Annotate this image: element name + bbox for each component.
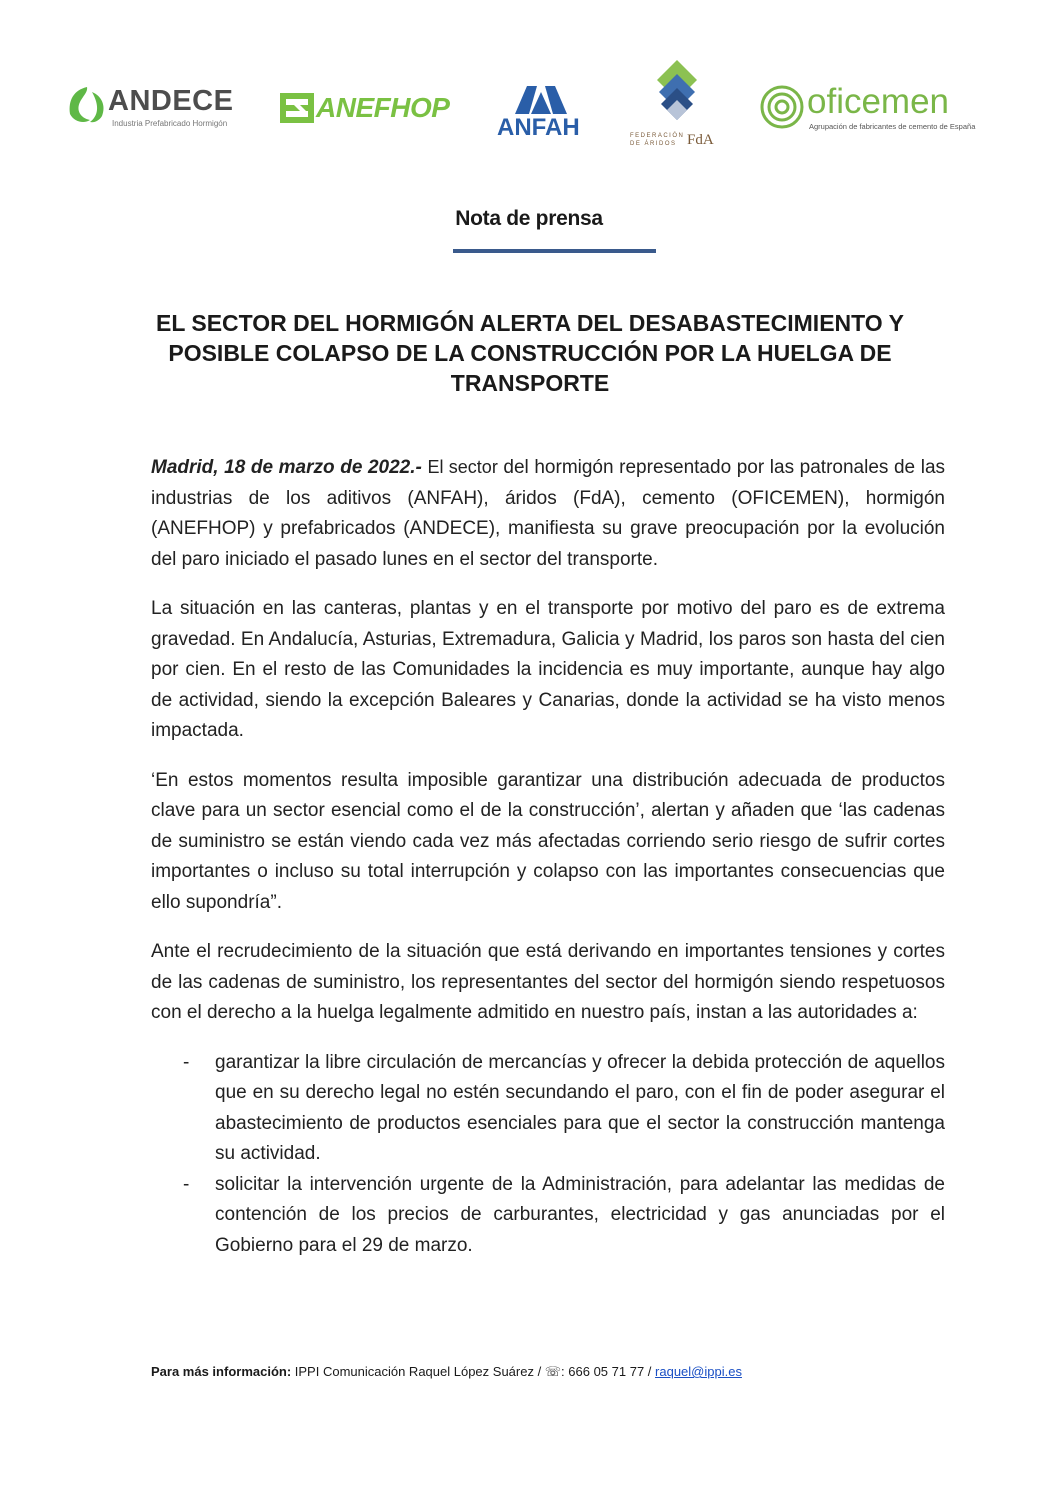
body-text: [151, 452, 945, 1261]
fda-subtitle: [630, 132, 684, 148]
anfah-name: ANFAH: [497, 114, 580, 141]
list-item-text: solicitar la intervención urgente de la Administración, para adelantar las medidas de contención de los precios de carburantes, electricidad y gas anunciadas por el Gobierno para el 29 de marzo.: [215, 1173, 945, 1256]
footer-label: Para más información:: [151, 1364, 292, 1379]
anefhop-name: ANEFHOP: [316, 92, 450, 123]
paragraph-2: La situación en las canteras, plantas y en el transporte por motivo del paro es de extrema gravedad. En Andalucía, Asturias, Extremadura, Galicia y Madrid, los paros son hasta del cien por cien. En el resto de las Comunidades la incidencia es muy importante, aunque hay algo de actividad, siendo la excepción Baleares y Canarias, donde la actividad se ha visto menos impactada.: [151, 598, 945, 741]
paragraph-4: Ante el recrudecimiento de la situación que está derivando en importantes tensiones y cortes de las cadenas de suministro, los representantes del sector del hormigón siendo respetuosos con el derecho a la huelga legalmente admitido en nuestro país, instan a las autoridades a:: [151, 941, 945, 1023]
dateline: Madrid, 18 de marzo de 2022.-: [151, 457, 422, 478]
paragraph-1: [151, 452, 945, 575]
headline: EL SECTOR DEL HORMIGÓN ALERTA DEL DESABASTECIMIENTO Y POSIBLE COLAPSO DE LA CONSTRUCCIÓN POR LA HUELGA DE TRANSPORTE: [155, 310, 904, 396]
oficemen-ring-icon: [759, 84, 805, 130]
lead-word: El sector: [427, 457, 498, 477]
list-marker: -: [183, 1051, 190, 1073]
anfah-mark-icon: [511, 84, 571, 114]
fda-logo: [627, 60, 732, 152]
andece-leaf-icon: [66, 84, 108, 126]
anefhop-mark-icon: [280, 93, 314, 123]
logo-bar: [62, 60, 976, 155]
andece-subtitle: Industria Prefabricado Hormigón: [112, 119, 228, 128]
fda-subtitle-line1: FEDERACIÓN: [630, 133, 685, 139]
paragraph-3: ‘En estos momentos resulta imposible garantizar una distribución adecuada de productos clave para un sector esencial como el de la construcción’, alertan y añaden que ‘las cadenas de suministro se están viendo cada vez más afectadas corriendo serio riesgo de sufrir cortes importantes o incluso su total interrupción y colapso con las importantes consecuencias que ello supondría”.: [151, 769, 945, 913]
fda-subtitle-line2: DE ÁRIDOS: [630, 141, 677, 147]
anfah-logo: [497, 84, 589, 140]
footer-contact: IPPI Comunicación Raquel López Suárez / ☏: 666 05 71 77 /: [291, 1364, 656, 1379]
oficemen-name: oficemen: [807, 82, 950, 121]
andece-logo: [66, 82, 246, 132]
list-item: [151, 1048, 945, 1170]
andece-name: ANDECE: [108, 85, 234, 117]
oficemen-subtitle: Agrupación de fabricantes de cemento de España: [809, 122, 976, 131]
list-item: [151, 1170, 945, 1262]
oficemen-logo: [759, 84, 974, 140]
demands-list: [151, 1048, 945, 1262]
fda-name: FdA: [687, 132, 714, 148]
paragraph-1-text: del hormigón representado por las patronales de las industrias de los aditivos (ANFAH), áridos (FdA), cemento (OFICEMEN), hormigón (ANEFHOP) y prefabricados (ANDECE), manifiesta su grave preocupación por la evolución del paro iniciado el pasado lunes en el sector del transporte.: [151, 457, 946, 570]
press-release-rule: [453, 249, 656, 253]
list-marker: -: [183, 1173, 190, 1195]
anefhop-logo: [280, 90, 465, 130]
fda-diamond-icon: [647, 60, 707, 126]
press-release-label: Nota de prensa: [455, 207, 603, 230]
contact-footer: [151, 1364, 945, 1380]
email-link[interactable]: raquel@ippi.es: [655, 1364, 742, 1379]
list-item-text: garantizar la libre circulación de mercancías y ofrecer la debida protección de aquellos que en su derecho legal no estén secundando el paro, con el fin de poder asegurar el abastecimiento de productos esenciales para que el sector la construcción mantenga su actividad.: [215, 1051, 945, 1164]
